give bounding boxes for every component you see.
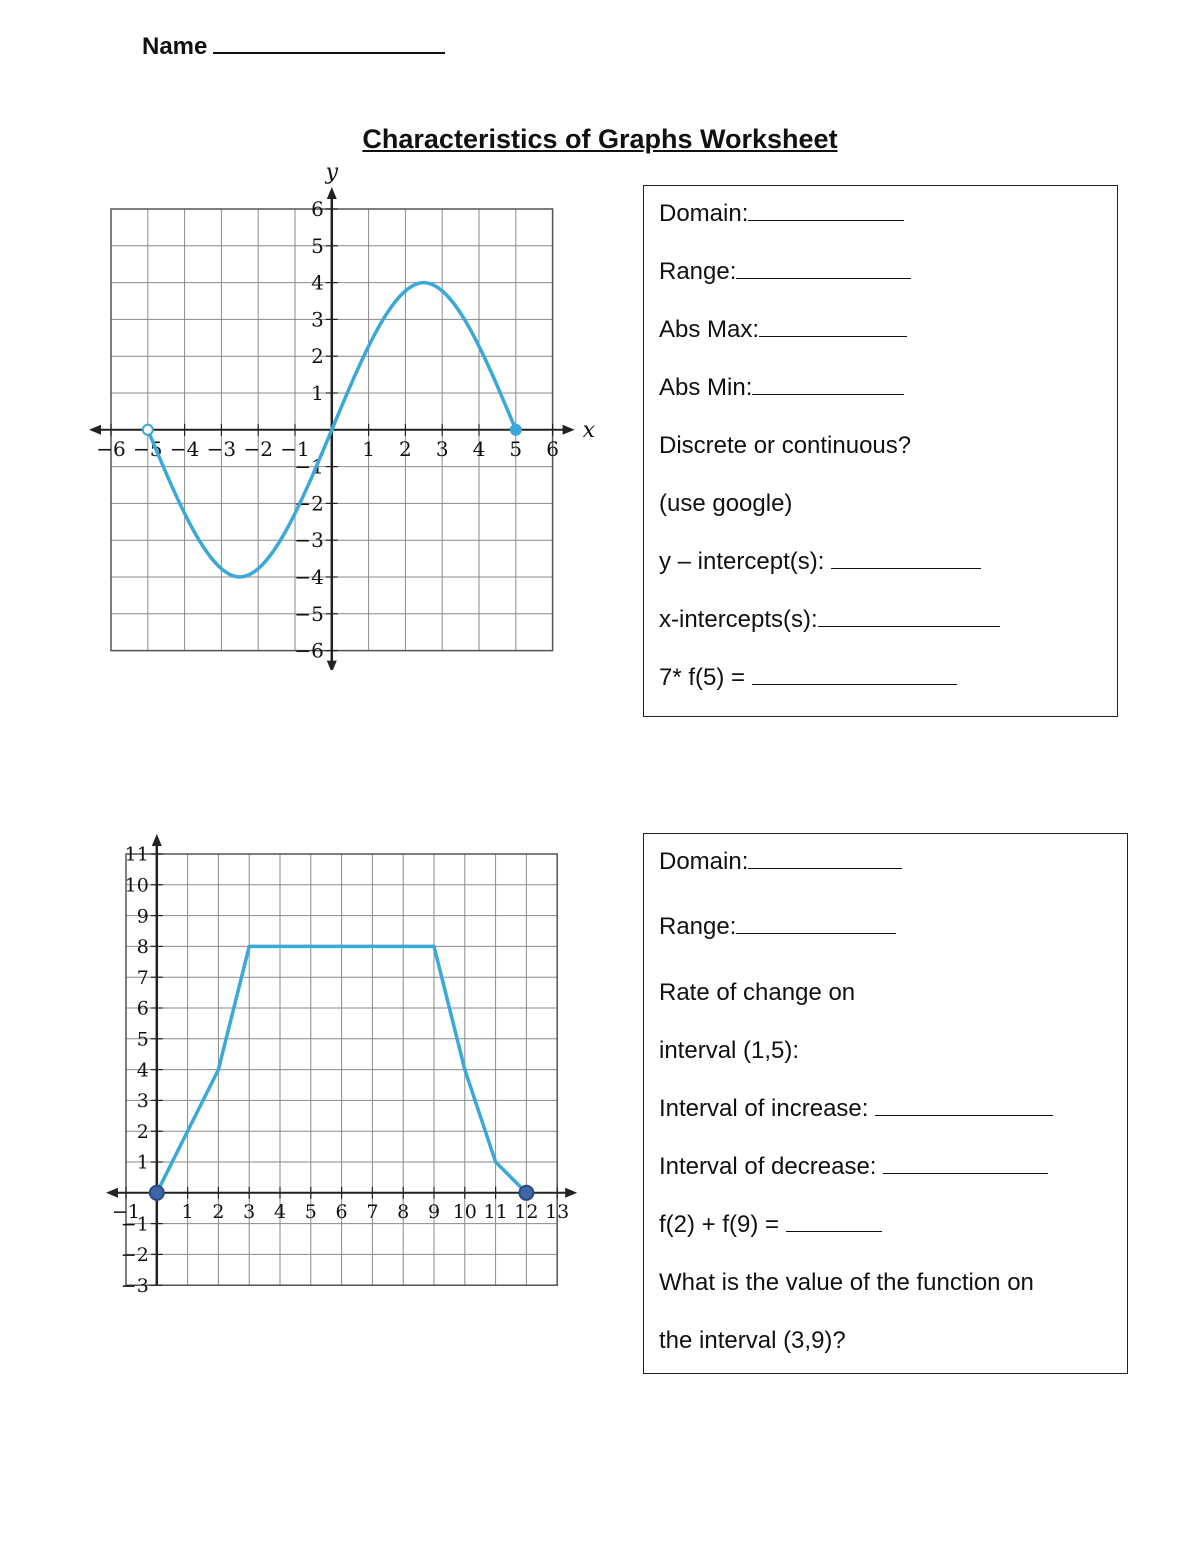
closed-endpoint (150, 1186, 164, 1200)
y-tick-label: 1 (136, 1151, 149, 1174)
x-tick-label: 1 (362, 436, 375, 461)
question-box-1 (643, 185, 1118, 717)
graph-trapezoid (80, 832, 580, 1302)
y-tick-label: 5 (311, 233, 324, 258)
name-blank-line (213, 30, 445, 54)
open-endpoint (143, 425, 153, 435)
q1-7f5: 7* f(5) = (659, 664, 957, 692)
x-axis-arrow-right (563, 425, 575, 435)
y-tick-label: 4 (136, 1059, 149, 1082)
name-field (142, 30, 445, 61)
x-tick-label: 6 (335, 1200, 348, 1223)
closed-endpoint (511, 425, 521, 435)
x-tick-label: 4 (472, 436, 486, 461)
graph-sine-wave (80, 160, 600, 670)
y-tick-label: −5 (294, 601, 324, 626)
x-tick-label: 11 (483, 1200, 508, 1223)
x-tick-label: −1 (280, 436, 310, 461)
x-tick-label: 3 (243, 1200, 256, 1223)
question-box-2 (643, 833, 1128, 1374)
y-tick-label: 11 (124, 843, 149, 866)
x-tick-label: 12 (514, 1200, 539, 1223)
q1-abs-max: Abs Max: (659, 316, 907, 344)
closed-endpoint (519, 1186, 533, 1200)
q1-domain: Domain: (659, 200, 904, 228)
x-tick-label: −1 (111, 1200, 141, 1223)
x-tick-label: 6 (546, 436, 559, 461)
q1-y-intercept: y – intercept(s): (659, 548, 981, 576)
y-tick-label: 7 (136, 966, 149, 989)
worksheet-title: Characteristics of Graphs Worksheet (362, 124, 838, 154)
y-axis-arrow-up (327, 187, 337, 199)
x-tick-label: −3 (206, 436, 237, 461)
y-tick-label: −4 (294, 565, 324, 589)
y-tick-label: 1 (311, 381, 324, 405)
x-tick-label: −4 (169, 436, 200, 461)
x-tick-label: 1 (181, 1200, 194, 1223)
x-axis-arrow-left (89, 425, 101, 435)
y-tick-label: 10 (124, 874, 149, 897)
y-tick-label: −6 (294, 638, 324, 663)
y-tick-label: 6 (311, 197, 324, 221)
y-tick-label: −3 (120, 1274, 149, 1297)
y-tick-label: −2 (120, 1244, 149, 1267)
y-tick-label: 4 (311, 270, 324, 295)
x-tick-label: 2 (212, 1200, 225, 1223)
x-tick-label: 10 (452, 1200, 477, 1223)
y-tick-label: 3 (136, 1090, 149, 1113)
y-tick-label: −1 (294, 454, 324, 479)
q2-f2-plus-f9: f(2) + f(9) = (659, 1211, 882, 1239)
y-tick-label: 9 (136, 905, 149, 928)
x-axis-arrow-right (565, 1188, 577, 1198)
y-axis-arrow-up (152, 834, 162, 846)
y-axis-arrow-down (327, 661, 337, 670)
y-tick-label: 8 (136, 936, 149, 959)
x-tick-label: 8 (397, 1200, 410, 1223)
q2-value-question: What is the value of the function on (659, 1269, 1034, 1296)
y-tick-label: 5 (136, 1028, 149, 1051)
x-axis-arrow-left (106, 1188, 118, 1198)
q1-abs-min: Abs Min: (659, 374, 904, 402)
q1-use-google: (use google) (659, 490, 793, 517)
x-tick-label: 5 (304, 1200, 317, 1223)
q1-range: Range: (659, 258, 911, 286)
x-tick-label: −2 (243, 436, 273, 461)
x-tick-label: 4 (273, 1200, 287, 1223)
q1-discrete: Discrete or continuous? (659, 432, 912, 459)
q2-interval-1-5: interval (1,5): (659, 1037, 800, 1064)
x-tick-label: 5 (509, 436, 523, 461)
q1-x-intercepts: x-intercepts(s): (659, 606, 1000, 634)
y-tick-label: −2 (294, 491, 324, 516)
x-tick-label: 13 (545, 1200, 570, 1223)
name-label: Name (142, 33, 208, 60)
x-tick-label: 2 (399, 436, 412, 461)
y-tick-label: −3 (294, 528, 324, 553)
q2-interval-3-9: the interval (3,9)? (659, 1327, 846, 1354)
y-tick-label: 6 (136, 997, 149, 1020)
x-tick-label: −5 (133, 436, 163, 461)
q2-rate-of-change: Rate of change on (659, 979, 856, 1006)
q2-range: Range: (659, 913, 896, 941)
q2-interval-decrease: Interval of decrease: (659, 1153, 1048, 1181)
y-tick-label: 2 (136, 1120, 149, 1143)
x-tick-label: 3 (435, 436, 449, 461)
y-tick-label: 2 (311, 344, 324, 369)
x-tick-label: −6 (96, 436, 126, 461)
y-tick-label: −1 (120, 1213, 149, 1236)
x-tick-label: 9 (427, 1200, 441, 1223)
y-axis-label: y (325, 160, 339, 185)
x-tick-label: 7 (366, 1200, 379, 1223)
x-axis-label: x (582, 417, 596, 443)
q2-domain: Domain: (659, 848, 902, 876)
q2-interval-increase: Interval of increase: (659, 1095, 1053, 1123)
y-tick-label: 3 (311, 307, 324, 332)
